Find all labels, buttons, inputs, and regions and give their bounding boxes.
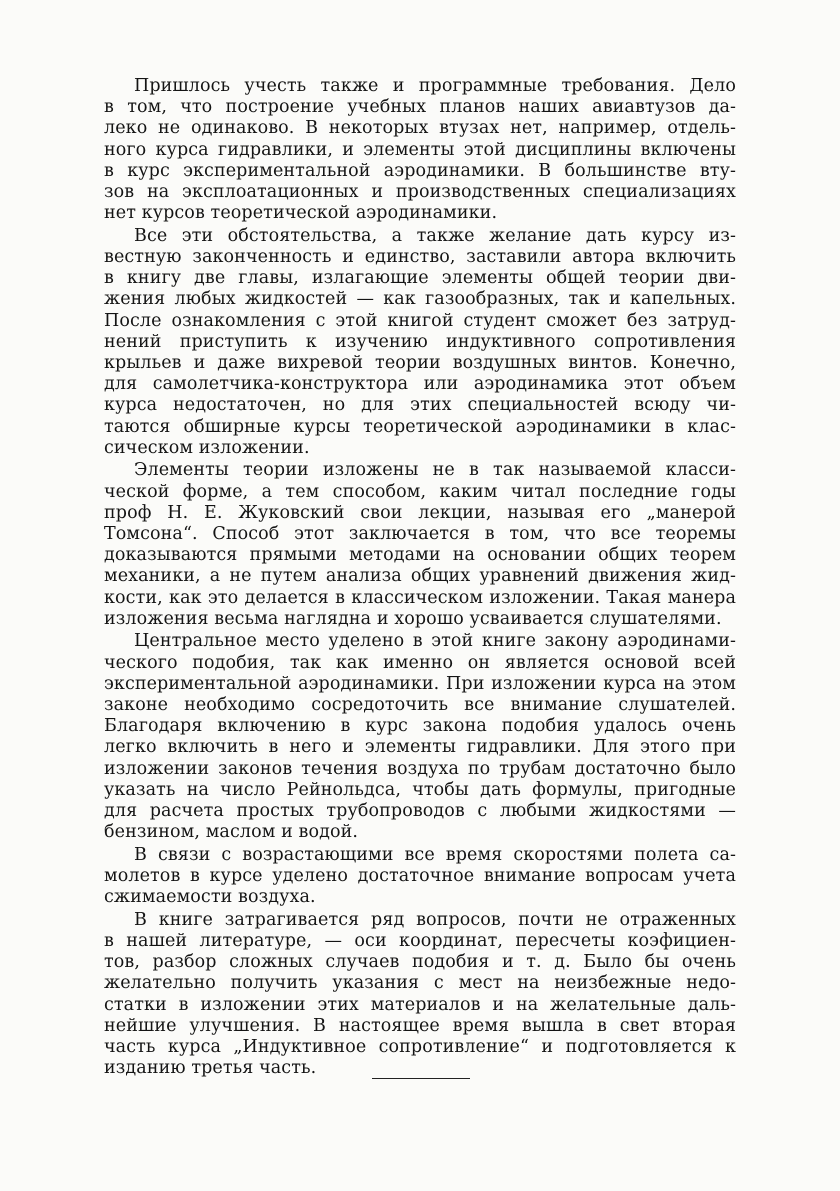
text-line: курса недостаточен, но для этих специальностей всюду чи- — [104, 395, 736, 416]
text-line: законе необходимо сосредоточить все внимание слушателей. — [104, 694, 736, 715]
text-line: сжимаемости воздуха. — [104, 887, 316, 908]
text-line: ного курса гидравлики, и элементы этой дисциплины включены — [104, 139, 736, 160]
text-line: в книгу две главы, излагающие элементы общей теории дви- — [104, 268, 736, 289]
paragraph-4 — [104, 631, 736, 843]
text-line: указать на число Рейнольдса, чтобы дать формулы, пригодные — [104, 779, 736, 800]
paragraph-2 — [104, 226, 736, 459]
text-line: изложении законов течения воздуха по трубам достаточно было — [104, 758, 736, 779]
text-line: изложения весьма наглядна и хорошо усваивается слушателями. — [104, 608, 722, 629]
text-line: В связи с возрастающими все время скоростями полета са- — [134, 844, 736, 865]
text-line: тов, разбор сложных случаев подобия и т. д. Было бы очень — [104, 952, 736, 973]
paragraph-3 — [104, 460, 736, 630]
paragraph-5 — [104, 845, 736, 909]
text-line: Центральное место уделено в этой книге закону аэродинами- — [134, 631, 736, 652]
text-line: легко включить в него и элементы гидравлики. Для этого при — [104, 737, 736, 758]
text-line: нений приступить к изучению индуктивного сопротивления — [104, 331, 736, 352]
text-line: статки в изложении этих материалов и на желательные даль- — [104, 994, 736, 1015]
text-line: кости, как это делается в классическом изложении. Такая манера — [104, 587, 736, 608]
text-line: доказываются прямыми методами на основании общих теорем — [104, 545, 736, 566]
text-line: для расчета простых трубопроводов с любыми жидкостями — — [104, 800, 736, 821]
text-line: леко не одинаково. В некоторых втузах нет, например, отдель- — [104, 118, 736, 139]
text-line: механики, а не путем анализа общих уравнений движения жид- — [104, 566, 736, 587]
text-line: нет курсов теоретической аэродинамики. — [104, 203, 498, 224]
text-line: После ознакомления с этой книгой студент сможет без затруд- — [104, 310, 736, 331]
text-line: молетов в курсе уделено достаточное внимание вопросам учета — [104, 865, 736, 886]
text-line: Элементы теории изложены не в так называемой класси- — [134, 460, 736, 481]
text-line: часть курса „Индуктивное сопротивление“ и подготовляется к — [104, 1036, 736, 1057]
text-line: вестную законченность и единство, заставили автора включить — [104, 247, 736, 267]
text-line: Пришлось учесть также и программные требования. Дело — [134, 76, 736, 96]
text-line: таются обширные курсы теоретической аэродинамики в клас- — [104, 416, 736, 437]
text-line: ческой форме, а тем способом, каким читал последние годы — [104, 481, 736, 502]
text-line: зов на эксплоатационных и производственных специализациях — [104, 181, 736, 202]
text-line: в курс экспериментальной аэродинамики. В большинстве вту- — [104, 160, 736, 181]
text-line: в том, что построение учебных планов наших авиавтузов да- — [104, 97, 736, 118]
preface-text — [104, 76, 736, 1079]
text-line: Все эти обстоятельства, а также желание дать курсу из- — [134, 225, 736, 246]
paragraph-1 — [104, 76, 736, 224]
text-line: желательно получить указания с мест на неизбежные недо- — [104, 973, 736, 994]
text-line: крыльев и даже вихревой теории воздушных винтов. Конечно, — [104, 352, 736, 373]
text-line: изданию третья часть. — [104, 1058, 317, 1079]
text-line: нейшие улучшения. В настоящее время вышла в свет вторая — [104, 1015, 736, 1036]
text-line: экспериментальной аэродинамики. При изложении курса на этом — [104, 673, 736, 694]
paragraph-6 — [104, 910, 736, 1080]
text-line: жения любых жидкостей — как газообразных, так и капельных. — [104, 289, 736, 310]
text-line: проф Н. Е. Жуковский свои лекции, называя его „манерой — [104, 502, 736, 523]
text-line: В книге затрагивается ряд вопросов, почти не отраженных — [134, 909, 736, 930]
end-separator-rule — [372, 1078, 470, 1079]
text-line: ческого подобия, так как именно он является основой всей — [104, 652, 736, 673]
text-line: сическом изложении. — [104, 437, 310, 458]
text-line: Благодаря включению в курс закона подобия удалось очень — [104, 716, 736, 737]
text-line: в нашей литературе, — оси координат, пересчеты коэфициен- — [104, 931, 736, 951]
text-line: Томсона“. Способ этот заключается в том, что все теоремы — [104, 523, 736, 544]
text-line: бензином, маслом и водой. — [104, 822, 359, 843]
text-line: для самолетчика-конструктора или аэродинамика этот объем — [104, 374, 736, 395]
